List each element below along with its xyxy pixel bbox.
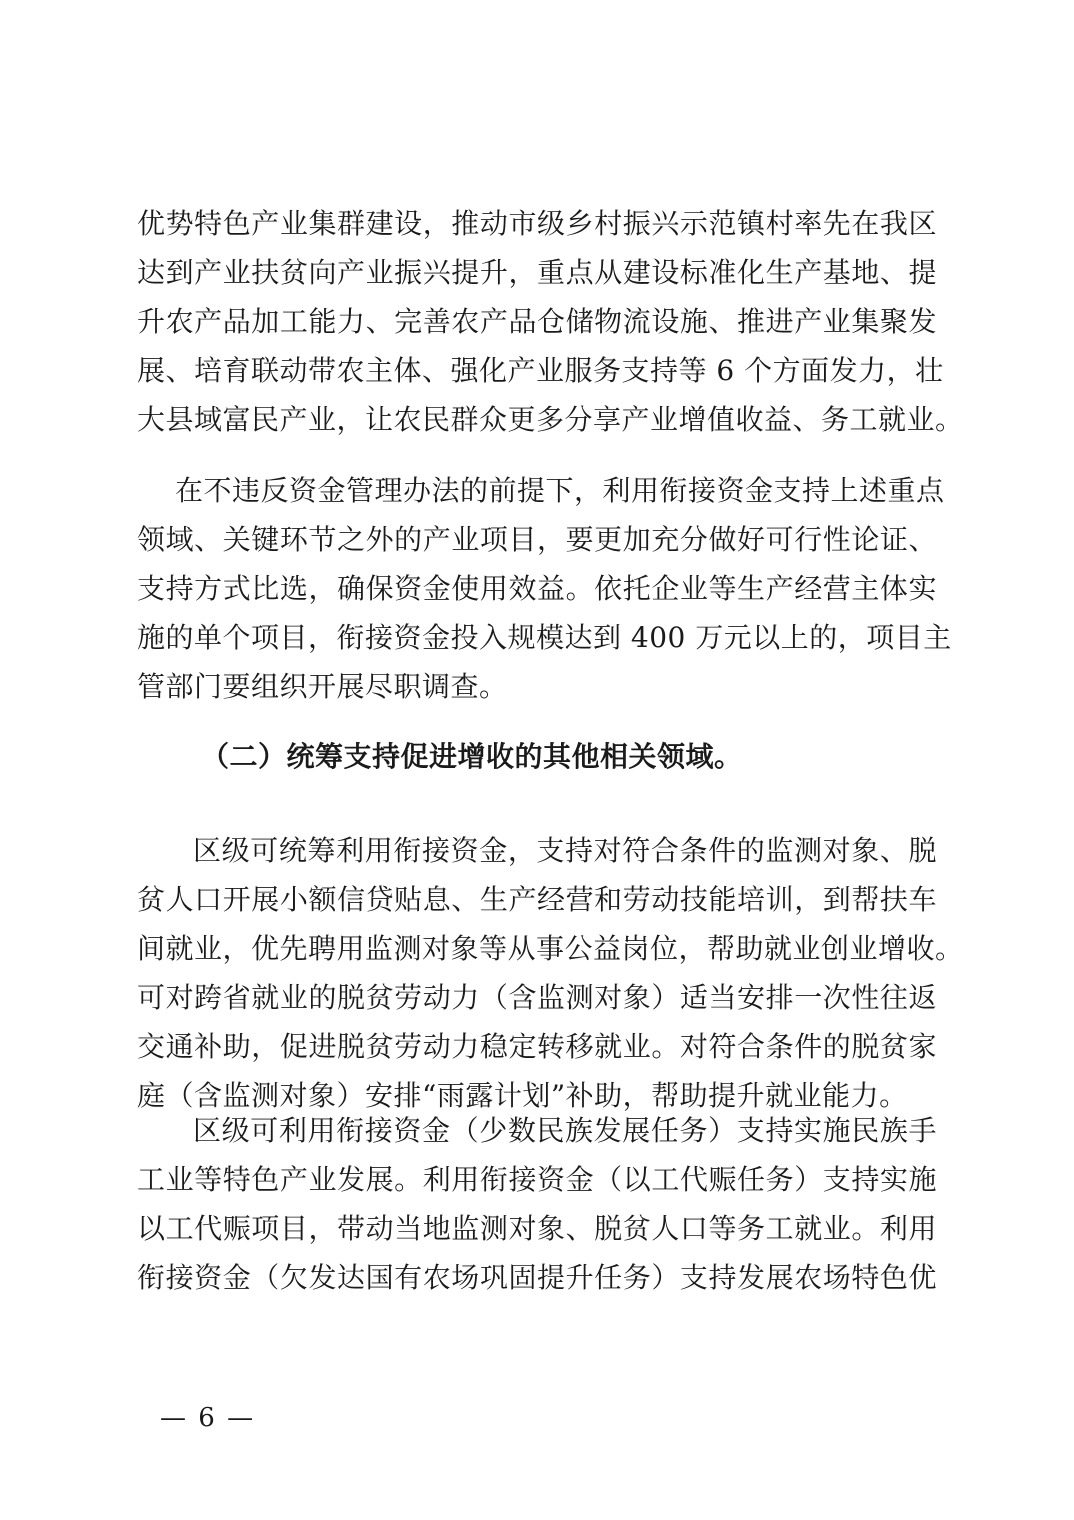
section-heading-text: （二）统筹支持促进增收的其他相关领域。 [201, 740, 743, 773]
text-line: 衔接资金（欠发达国有农场巩固提升任务）支持发展农场特色优 [137, 1261, 937, 1294]
text-line: 升农产品加工能力、完善农产品仓储物流设施、推进产业集聚发 [137, 305, 937, 338]
text-line: 在不违反资金管理办法的前提下，利用衔接资金支持上述重点 [175, 474, 945, 507]
text-line: 展、培育联动带农主体、强化产业服务支持等 6 个方面发力，壮 [137, 354, 944, 387]
text-line: 间就业，优先聘用监测对象等从事公益岗位，帮助就业创业增收。 [137, 932, 964, 965]
text-line: 区级可统筹利用衔接资金，支持对符合条件的监测对象、脱 [193, 834, 937, 867]
text-line: 领域、关键环节之外的产业项目，要更加充分做好可行性论证、 [137, 523, 937, 556]
text-line: 庭（含监测对象）安排“雨露计划”补助，帮助提升就业能力。 [137, 1079, 908, 1112]
paragraph-ethnic-industry [137, 1106, 937, 1302]
text-line: 达到产业扶贫向产业振兴提升，重点从建设标准化生产基地、提 [137, 256, 937, 289]
section-heading-2 [137, 732, 937, 781]
text-line: 支持方式比选，确保资金使用效益。依托企业等生产经营主体实 [137, 572, 937, 605]
text-line: 优势特色产业集群建设，推动市级乡村振兴示范镇村率先在我区 [137, 207, 937, 240]
text-line: 大县域富民产业，让农民群众更多分享产业增值收益、务工就业。 [137, 403, 964, 436]
paragraph-industry-cluster [137, 199, 964, 444]
paragraph-income-support [137, 826, 964, 1120]
text-line: 贫人口开展小额信贷贴息、生产经营和劳动技能培训，到帮扶车 [137, 883, 937, 916]
text-line: 可对跨省就业的脱贫劳动力（含监测对象）适当安排一次性往返 [137, 981, 937, 1014]
text-line: 以工代赈项目，带动当地监测对象、脱贫人口等务工就业。利用 [137, 1212, 937, 1245]
page-number: — 6 — [160, 1403, 256, 1433]
paragraph-fund-management [137, 466, 952, 711]
text-line: 工业等特色产业发展。利用衔接资金（以工代赈任务）支持实施 [137, 1163, 937, 1196]
text-line: 交通补助，促进脱贫劳动力稳定转移就业。对符合条件的脱贫家 [137, 1030, 937, 1063]
text-line: 区级可利用衔接资金（少数民族发展任务）支持实施民族手 [193, 1114, 937, 1147]
text-line: 施的单个项目，衔接资金投入规模达到 400 万元以上的，项目主 [137, 621, 952, 654]
text-line: 管部门要组织开展尽职调查。 [137, 670, 508, 703]
